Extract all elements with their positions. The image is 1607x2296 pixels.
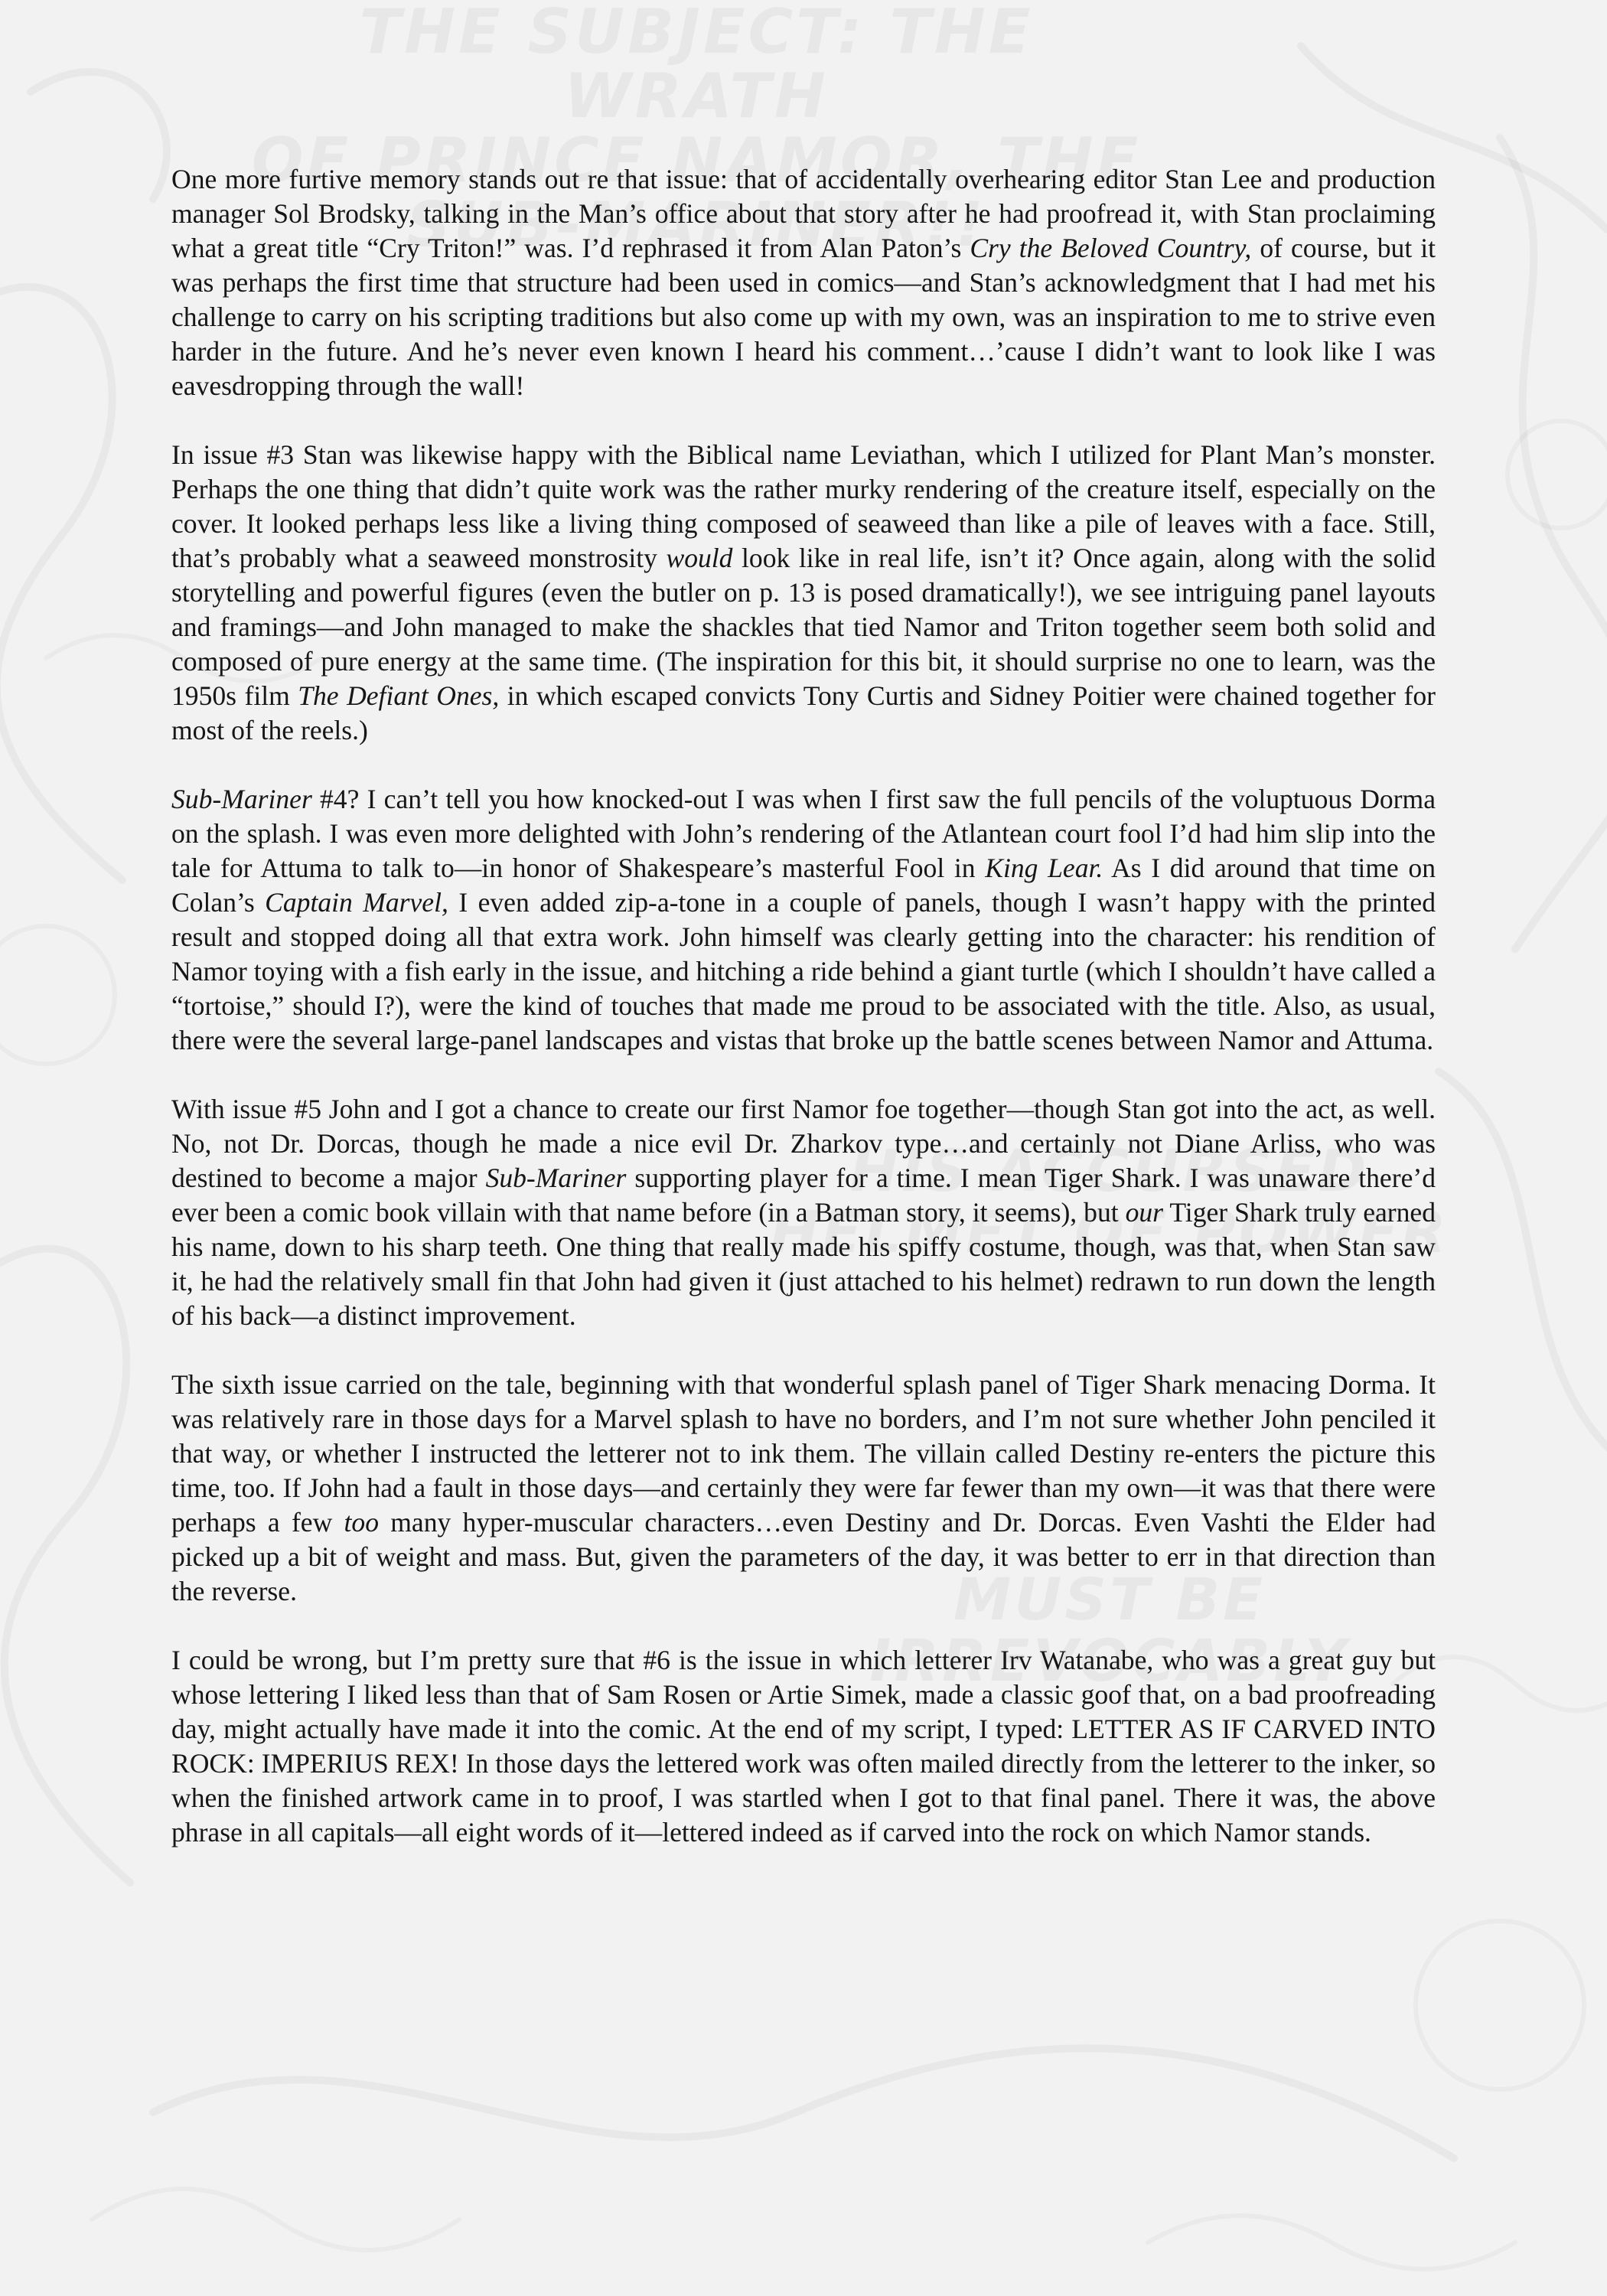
paragraph-issue-4 xyxy=(171,782,1436,1058)
italic-title: Captain Marvel, xyxy=(265,887,448,918)
italic-title: too xyxy=(344,1507,379,1538)
text-run: I even added zip-a-tone in a couple of panels, though I wasn’t happy with the printed result and stopped doing all that extra work. John himself was clearly getting into the character: his rendition of Namor toying with a fish early in the issue, and hitching a ride behind a giant turtle (which I shouldn’t have called a “tortoise,” should I?), were the kind of touches that made me proud to be associated with the title. Also, as usual, there were the several large-panel landscapes and vistas that broke up the battle scenes between Namor and Attuma. xyxy=(171,887,1436,1055)
text-run: One more furtive memory stands out re that issue: that of accidentally overhearing editor Stan Lee and production manager Sol Brodsky, talking in the Man’s office about that story after he had proofread it, with Stan proclaiming what a great title “Cry Triton!” was. I’d rephrased it from Alan Paton’s xyxy=(171,164,1436,263)
paragraph-cry-triton xyxy=(171,162,1436,403)
text-run: I could be wrong, but I’m pretty sure that #6 is the issue in which letterer Irv Watanabe, who was a great guy but whose lettering I liked less than that of Sam Rosen or Artie Simek, made a classic goof that, on a bad proofreading day, might actually have made it into the comic. At the end of my script, I typed: LETTER AS IF CARVED INTO ROCK: IMPERIUS REX! In those days the lettered work was often mailed directly from the letterer to the inker, so when the finished artwork came in to proof, I was startled when I got to that final panel. There it was, the above phrase in all capitals—all eight words of it—lettered indeed as if carved into the rock on which Namor stands. xyxy=(171,1645,1436,1848)
italic-title: The Defiant Ones, xyxy=(298,680,500,711)
text-run: The sixth issue carried on the tale, beginning with that wonderful splash panel of Tiger Shark menacing Dorma. It was relatively rare in those days for a Marvel splash to have no borders, and I’m not sure whether John penciled it that way, or whether I instructed the letterer not to ink them. The villain called Destiny re-enters the picture this time, too. If John had a fault in those days—and certainly they were far fewer than my own—it was that there were perhaps a few xyxy=(171,1369,1436,1538)
paragraph-issue-6 xyxy=(171,1368,1436,1609)
paragraph-issue-3 xyxy=(171,438,1436,748)
text-run: #4? I can’t tell you how knocked-out I was when I first saw the full pencils of the voluptuous Dorma on the splash. I was even more delighted with John’s rendering of the Atlantean court fool I’d had him slip into the tale for Attuma to talk to—in honor of Shakespeare’s masterful Fool in xyxy=(171,784,1436,883)
text-run: As I did around that time on Colan’s xyxy=(171,853,1436,918)
italic-title: King Lear. xyxy=(985,853,1103,883)
paragraph-issue-5 xyxy=(171,1092,1436,1333)
italic-title: Sub-Mariner xyxy=(171,784,312,814)
text-run: In issue #3 Stan was likewise happy with the Biblical name Leviathan, which I utilized for Plant Man’s monster. Perhaps the one thing that didn’t quite work was the rather murky rendering of the creature itself, especially on the cover. It looked perhaps less like a living thing composed of seaweed than like a pile of leaves with a face. Still, that’s probably what a seaweed monstrosity xyxy=(171,439,1436,573)
italic-title: our xyxy=(1125,1197,1164,1228)
text-run: With issue #5 John and I got a chance to create our first Namor foe together—though Stan got into the act, as well. No, not Dr. Dorcas, though he made a nice evil Dr. Zharkov type…and certainly not Diane Arliss, who was destined to become a major xyxy=(171,1094,1436,1193)
text-run: of course, but it was perhaps the first time that structure had been used in comics—and Stan’s acknowledgment that I had met his challenge to carry on his scripting traditions but also come up with my own, was an inspiration to me to strive even harder in the future. And he’s never even known I heard his comment…’cause I didn’t want to look like I was eavesdropping through the wall! xyxy=(171,233,1436,401)
italic-title: Cry the Beloved Country, xyxy=(970,233,1252,263)
italic-title: Sub-Mariner xyxy=(485,1163,627,1193)
italic-title: would xyxy=(666,543,733,573)
text-run: many hyper-muscular characters…even Destiny and Dr. Dorcas. Even Vashti the Elder had picked up a bit of weight and mass. But, given the parameters of the day, it was better to err in that direction than the reverse. xyxy=(171,1507,1436,1606)
text-run: look like in real life, isn’t it? Once again, along with the solid storytelling and powerful figures (even the butler on p. 13 is posed dramatically!), we see intriguing panel layouts and framings—and John managed to make the shackles that tied Namor and Triton together seem both solid and composed of pure energy at the same time. (The inspiration for this bit, it should surprise no one to learn, was the 1950s film xyxy=(171,543,1436,711)
text-run: in which escaped convicts Tony Curtis and Sidney Poitier were chained together for most of the reels.) xyxy=(171,680,1436,745)
paragraph-imperius-rex xyxy=(171,1643,1436,1850)
text-run: supporting player for a time. I mean Tiger Shark. I was unaware there’d ever been a comic book villain with that name before (in a Batman story, it seems), but xyxy=(171,1163,1436,1228)
text-run: Tiger Shark truly earned his name, down to his sharp teeth. One thing that really made his spiffy costume, though, was that, when Stan saw it, he had the relatively small fin that John had given it (just attached to his helmet) redrawn to run down the length of his back—a distinct improvement. xyxy=(171,1197,1436,1331)
article-body xyxy=(171,162,1436,1850)
